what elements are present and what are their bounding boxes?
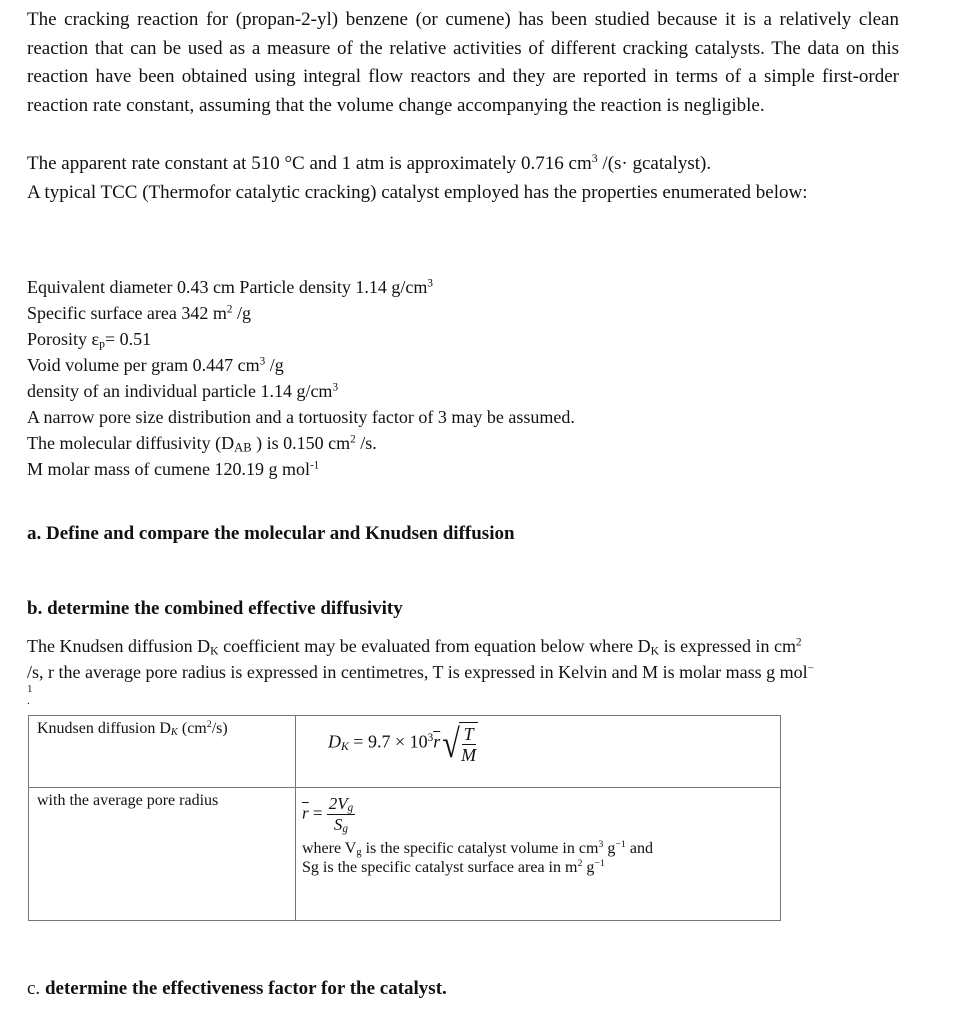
knudsen-equation: $D_K = 9.7 \times 10^3\overline{r}$ √ $\frac{T}{M}$ (328, 720, 477, 766)
property-equivalent-diameter: Equivalent diameter 0.43 cm Particle density 1.14 $g/cm^3$ (27, 277, 433, 297)
catalyst-intro-text: A typical TCC (Thermofor catalytic cracking) catalyst employed has the properties enumerated below: (27, 182, 808, 203)
knudsen-note-line3: 1 . (27, 683, 33, 707)
knudsen-note-line1: The Knudsen diffusion $D_K$ coefficient may be evaluated from equation below where $D_K$ is expressed in $cm^2$ (27, 636, 802, 658)
property-void-volume: Void volume per gram 0.447 $cm^3$ /g (27, 355, 284, 375)
property-tortuosity: A narrow pore size distribution and a tortuosity factor of 3 may be assumed. (27, 407, 575, 427)
knudsen-equation-table (28, 715, 781, 921)
table-cell-knudsen-equation (296, 716, 781, 788)
table-cell-knudsen-label: Knudsen diffusion $D_K$ $(cm^2/s)$ (29, 716, 296, 788)
question-a-heading: a. Define and compare the molecular and Knudsen diffusion (27, 523, 515, 544)
intro-paragraph: The cracking reaction for (propan-2-yl) benzene (or cumene) has been studied because it is a relatively clean reaction that can be used as a measure of the relative activities of different cracking catalysts. The data on this reaction have been obtained using integral flow reactors and they are reported in terms of a simple first-order reaction rate constant, assuming that the volume change accompanying the reaction is negligible. (27, 9, 899, 117)
property-surface-area: Specific surface area 342 $m^2$ /g (27, 303, 251, 323)
property-molecular-diffusivity: The molecular diffusivity ($D_{AB}$ ) is 0.150 $cm^2$ /s. (27, 433, 377, 455)
table-cell-pore-radius-label: with the average pore radius (29, 788, 296, 921)
property-molar-mass: M molar mass of cumene 120.19 g mol$^{-1}$ (27, 459, 320, 479)
rate-constant-text: The apparent rate constant at 510 °C and 1 atm is approximately 0.716 $cm^3$ /(s· gcatalyst). (27, 151, 712, 174)
property-porosity: Porosity $\varepsilon_p= 0.51$ (27, 329, 152, 351)
pore-radius-equation: $\overline{r}$ = $\frac{2V_g}{S_g}$ (302, 794, 354, 836)
question-c-heading: c. determine the effectiveness factor for the catalyst. (27, 978, 447, 999)
question-b-heading: b. determine the combined effective diffusivity (27, 598, 403, 619)
pore-radius-note: where $V_g$ is the specific catalyst volume in $cm^3$ $g^{-1}$ and Sg is the specific catalyst surface area in $m^2$ $g^{-1}$ (302, 839, 653, 876)
table-row-knudsen (29, 716, 781, 788)
table-cell-pore-radius-equation (296, 788, 781, 921)
knudsen-note-line2: /s, r the average pore radius is expressed in centimetres, T is expressed in Kelvin and M is molar mass g mol− (27, 662, 814, 682)
square-root-symbol: √ $\frac{T}{M}$ (442, 720, 477, 766)
table-row-pore-radius (29, 788, 781, 921)
property-particle-density: density of an individual particle 1.14 $g/cm^3$ (27, 381, 339, 401)
